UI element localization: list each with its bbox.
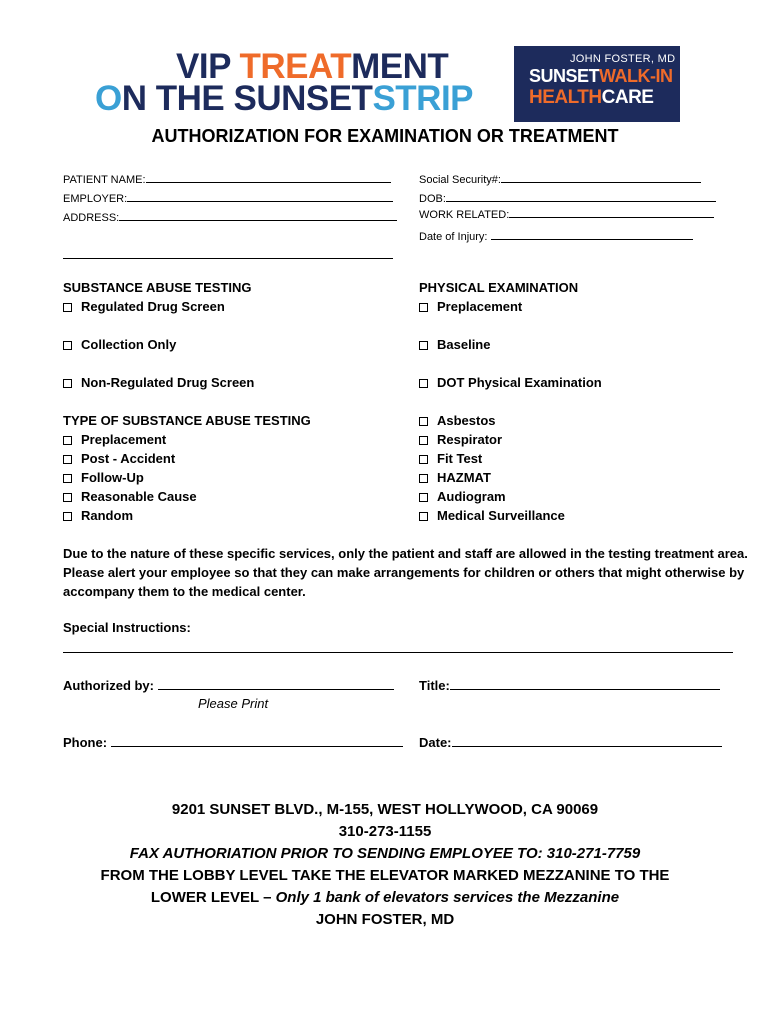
footer-doctor: JOHN FOSTER, MD xyxy=(315,911,455,928)
checkbox-icon[interactable] xyxy=(419,493,428,502)
page-title: AUTHORIZATION FOR EXAMINATION OR TREATMENT xyxy=(151,126,619,146)
checkbox-collection-only[interactable]: Collection Only xyxy=(63,337,176,352)
checkbox-asbestos[interactable]: Asbestos xyxy=(419,413,496,428)
special-instructions-line[interactable] xyxy=(63,652,733,653)
work-related-field[interactable]: WORK RELATED: xyxy=(419,205,714,221)
footer-phone: 310-273-1155 xyxy=(338,823,432,840)
checkbox-icon[interactable] xyxy=(63,512,72,521)
checkbox-icon[interactable] xyxy=(419,379,428,388)
logo-on-the-sunset-strip: ON THE SUNSETSTRIP xyxy=(95,79,474,118)
checkbox-icon[interactable] xyxy=(419,474,428,483)
substance-testing-header: SUBSTANCE ABUSE TESTING xyxy=(63,280,252,295)
checkbox-icon[interactable] xyxy=(419,455,428,464)
logo-healthcare-text: HEALTHCARE xyxy=(529,87,654,108)
dob-field[interactable]: DOB: xyxy=(419,189,716,205)
checkbox-dot-physical[interactable]: DOT Physical Examination xyxy=(419,375,602,390)
checkbox-icon[interactable] xyxy=(419,303,428,312)
checkbox-icon[interactable] xyxy=(63,474,72,483)
checkbox-icon[interactable] xyxy=(419,341,428,350)
checkbox-preplacement-exam[interactable]: Preplacement xyxy=(419,299,522,314)
address-field[interactable]: ADDRESS: xyxy=(63,208,397,224)
footer-address: 9201 SUNSET BLVD., M-155, WEST HOLLYWOOD, CA 90069 xyxy=(171,801,599,818)
footer-directions-2: LOWER LEVEL – Only 1 bank of elevators services the Mezzanine xyxy=(150,889,620,906)
logo-doctor-name: JOHN FOSTER, MD xyxy=(570,53,676,65)
checkbox-follow-up[interactable]: Follow-Up xyxy=(63,470,144,485)
checkbox-icon[interactable] xyxy=(63,436,72,445)
checkbox-icon[interactable] xyxy=(63,303,72,312)
checkbox-type-preplacement[interactable]: Preplacement xyxy=(63,432,166,447)
checkbox-regulated-drug-screen[interactable]: Regulated Drug Screen xyxy=(63,299,225,314)
checkbox-icon[interactable] xyxy=(63,455,72,464)
please-print-hint: Please Print xyxy=(198,696,269,711)
date-of-injury-field[interactable]: Date of Injury: xyxy=(419,227,693,243)
logo-sunset-walkin-text: SUNSETWALK-IN xyxy=(529,66,673,86)
address-line-2[interactable] xyxy=(63,258,393,259)
checkbox-non-regulated-drug-screen[interactable]: Non-Regulated Drug Screen xyxy=(63,375,254,390)
date-field[interactable]: Date: xyxy=(419,734,722,750)
employer-field[interactable]: EMPLOYER: xyxy=(63,189,393,205)
type-testing-header: TYPE OF SUBSTANCE ABUSE TESTING xyxy=(63,413,311,428)
checkbox-icon[interactable] xyxy=(419,417,428,426)
footer-directions-1: FROM THE LOBBY LEVEL TAKE THE ELEVATOR MARKED MEZZANINE TO THE xyxy=(100,867,670,884)
checkbox-post-accident[interactable]: Post - Accident xyxy=(63,451,175,466)
checkbox-icon[interactable] xyxy=(63,341,72,350)
footer-fax: FAX AUTHORIATION PRIOR TO SENDING EMPLOYEE TO: 310-271-7759 xyxy=(129,845,641,862)
checkbox-reasonable-cause[interactable]: Reasonable Cause xyxy=(63,489,197,504)
checkbox-random[interactable]: Random xyxy=(63,508,133,523)
patient-name-field[interactable]: PATIENT NAME: xyxy=(63,170,391,186)
checkbox-icon[interactable] xyxy=(419,512,428,521)
phone-field[interactable]: Phone: xyxy=(63,734,403,750)
notice-paragraph: Due to the nature of these specific services, only the patient and staff are allowed in the testing treatment area. Please alert your employee so that they can make arrangements for children or others that might otherwise by accompany them to the medical center. xyxy=(63,546,748,599)
physical-exam-header: PHYSICAL EXAMINATION xyxy=(419,280,579,295)
special-instructions-label: Special Instructions: xyxy=(63,620,191,635)
logo-vip-treatment: VIP TREATMENT xyxy=(176,47,449,86)
checkbox-icon[interactable] xyxy=(63,493,72,502)
checkbox-icon[interactable] xyxy=(63,379,72,388)
checkbox-icon[interactable] xyxy=(419,436,428,445)
checkbox-respirator[interactable]: Respirator xyxy=(419,432,502,447)
authorized-by-field[interactable]: Authorized by: xyxy=(63,677,394,693)
checkbox-baseline[interactable]: Baseline xyxy=(419,337,490,352)
checkbox-fit-test[interactable]: Fit Test xyxy=(419,451,482,466)
title-field[interactable]: Title: xyxy=(419,677,720,693)
ssn-field[interactable]: Social Security#: xyxy=(419,170,701,186)
checkbox-audiogram[interactable]: Audiogram xyxy=(419,489,506,504)
checkbox-hazmat[interactable]: HAZMAT xyxy=(419,470,491,485)
checkbox-medical-surveillance[interactable]: Medical Surveillance xyxy=(419,508,565,523)
